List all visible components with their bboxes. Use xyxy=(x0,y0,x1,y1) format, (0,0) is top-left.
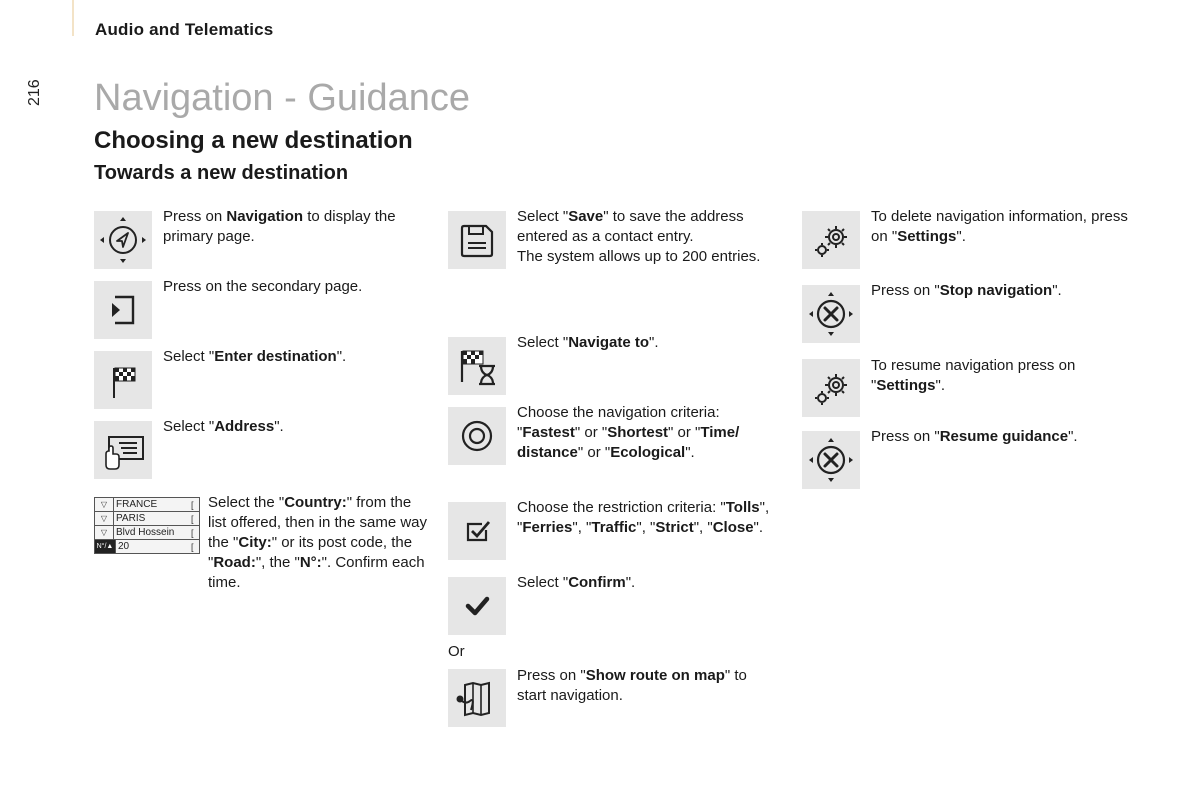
step-resume-guidance: Press on "Resume guidance". xyxy=(871,428,1078,445)
list-item: N°/▲ 20 [ xyxy=(95,539,199,553)
list-item: ▽ FRANCE [ xyxy=(95,498,199,511)
step-enter-destination: Select "Enter destination". xyxy=(163,348,347,365)
step-show-route-on-map: Press on "Show route on map" to start navigation. xyxy=(517,667,747,704)
address-card-icon xyxy=(94,421,152,479)
step-navigation-criteria: Choose the navigation criteria: "Fastest" or "Shortest" or "Time/ distance" or "Ecological". xyxy=(517,404,740,461)
step-save-address: Select "Save" to save the address entered as a contact entry. The system allows up to 200 entries. xyxy=(517,208,761,265)
down-triangle-icon: ▽ xyxy=(100,514,108,523)
section-header: Audio and Telematics xyxy=(95,20,274,39)
down-triangle-icon: ▽ xyxy=(100,500,108,509)
secondary-page-icon xyxy=(94,281,152,339)
page-title: Navigation - Guidance xyxy=(94,77,470,119)
navigation-compass-icon xyxy=(94,211,152,269)
down-triangle-icon: ▽ xyxy=(100,528,108,537)
settings-gears-icon xyxy=(802,359,860,417)
list-item: ▽ PARIS [ xyxy=(95,511,199,525)
step-resume-settings: To resume navigation press on "Settings". xyxy=(871,357,1076,394)
bracket-icon: [ xyxy=(191,499,194,510)
step-navigate-to: Select "Navigate to". xyxy=(517,334,659,351)
section-heading: Choosing a new destination xyxy=(94,127,413,154)
checkmark-icon xyxy=(448,577,506,635)
bracket-icon: [ xyxy=(191,541,194,552)
step-stop-navigation: Press on "Stop navigation". xyxy=(871,282,1062,299)
target-circle-icon xyxy=(448,407,506,465)
save-floppy-icon xyxy=(448,211,506,269)
step-country-city-road: Select the "Country:" from the list offered, then in the same way the "City:" or its post code, the "Road:", the "N°:". Confirm each time. xyxy=(208,494,428,591)
settings-gears-icon xyxy=(802,211,860,269)
page-number: 216 xyxy=(26,79,43,106)
header-tab-line xyxy=(72,0,74,36)
route-map-icon xyxy=(448,669,506,727)
navigate-to-flag-hourglass-icon xyxy=(448,337,506,395)
step-confirm: Select "Confirm". xyxy=(517,574,636,591)
section-subheading: Towards a new destination xyxy=(94,162,349,184)
address-fields-list xyxy=(94,497,200,554)
step-select-address: Select "Address". xyxy=(163,418,284,435)
step-secondary-page: Press on the secondary page. xyxy=(163,278,363,295)
stop-navigation-icon xyxy=(802,285,860,343)
step-delete-navigation-info: To delete navigation information, press on "Settings". xyxy=(871,208,1128,245)
step-press-navigation: Press on Navigation to display the primary page. xyxy=(163,208,396,245)
checkered-flag-icon xyxy=(94,351,152,409)
resume-guidance-icon xyxy=(802,431,860,489)
step-restriction-criteria: Choose the restriction criteria: "Tolls", "Ferries", "Traffic", "Strict", "Close". xyxy=(517,499,770,536)
bracket-icon: [ xyxy=(191,527,194,538)
or-separator: Or xyxy=(448,643,465,660)
bracket-icon: [ xyxy=(191,513,194,524)
list-item: ▽ Blvd Hossein [ xyxy=(95,525,199,539)
checkbox-icon xyxy=(448,502,506,560)
